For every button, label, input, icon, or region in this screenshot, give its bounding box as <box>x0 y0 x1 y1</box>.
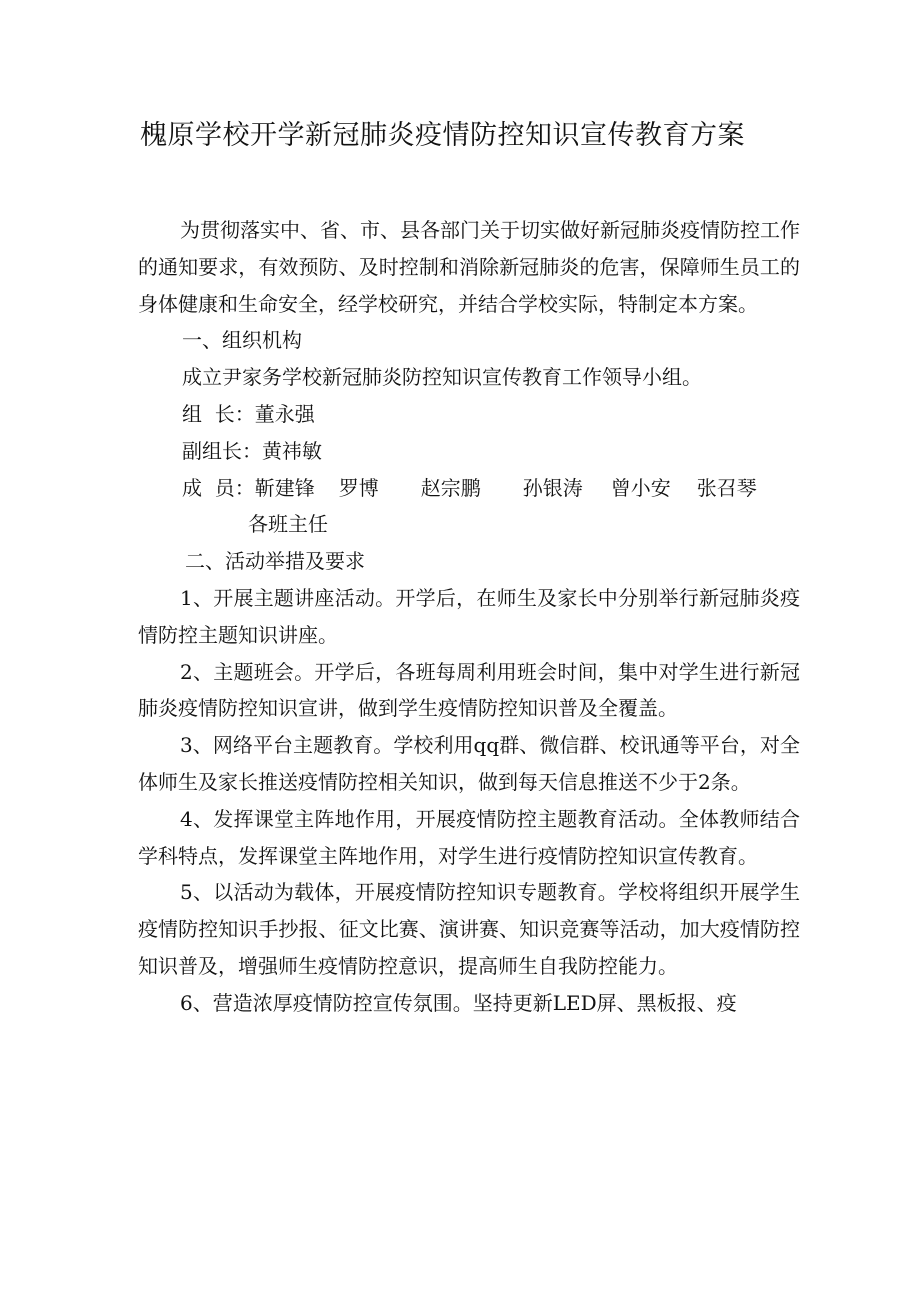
group-setup-text: 成立尹家务学校新冠肺炎防控知识宣传教育工作领导小组。 <box>182 365 702 390</box>
group-deputy-leader: 副组长：黄祎敏 <box>182 438 322 463</box>
measure-item-4: 4、发挥课堂主阵地作用，开展疫情防控主题教育活动。全体教师结合学科特点，发挥课堂主阵地作用，对学生进行疫情防控知识宣传教育。 <box>138 806 800 868</box>
measure-item-3: 3、网络平台主题教育。学校利用qq群、微信群、校讯通等平台，对全体师生及家长推送疫情防控相关知识，做到每天信息推送不少于2条。 <box>138 733 800 794</box>
document-body <box>138 212 800 1022</box>
group-members <box>138 470 800 507</box>
document-title: 槐原学校开学新冠肺炎疫情防控知识宣传教育方案 <box>140 120 745 151</box>
members-extra: 各班主任 <box>248 512 328 537</box>
group-leader: 组 长：董永强 <box>182 401 315 426</box>
members-label: 成 员： <box>182 475 255 500</box>
section-1-heading: 一、组织机构 <box>182 328 302 353</box>
measure-item-5: 5、以活动为载体，开展疫情防控知识专题教育。学校将组织开展学生疫情防控知识手抄报、征文比赛、演讲赛、知识竞赛等活动，加大疫情防控知识普及，增强师生疫情防控意识，提高师生自我防控能力。 <box>138 880 800 978</box>
member-name: 张召琴 <box>696 475 757 500</box>
intro-paragraph: 为贯彻落实中、省、市、县各部门关于切实做好新冠肺炎疫情防控工作的通知要求，有效预防、及时控制和消除新冠肺炎的危害，保障师生员工的身体健康和生命安全，经学校研究，并结合学校实际，特制定本方案。 <box>138 218 800 316</box>
section-2-heading: 二、活动举措及要求 <box>185 549 365 574</box>
member-name: 孙银涛 <box>522 475 583 500</box>
member-name: 赵宗鹏 <box>420 475 481 500</box>
measure-item-1: 1、开展主题讲座活动。开学后，在师生及家长中分别举行新冠肺炎疫情防控主题知识讲座。 <box>138 585 800 647</box>
measure-item-6: 6、营造浓厚疫情防控宣传氛围。坚持更新LED屏、黑板报、疫 <box>180 990 737 1015</box>
member-name: 靳建锋 <box>254 475 315 500</box>
member-name: 曾小安 <box>610 475 671 500</box>
member-name: 罗博 <box>338 475 379 500</box>
measure-item-2: 2、主题班会。开学后，各班每周利用班会时间，集中对学生进行新冠肺炎疫情防控知识宣讲，做到学生疫情防控知识普及全覆盖。 <box>138 659 800 721</box>
